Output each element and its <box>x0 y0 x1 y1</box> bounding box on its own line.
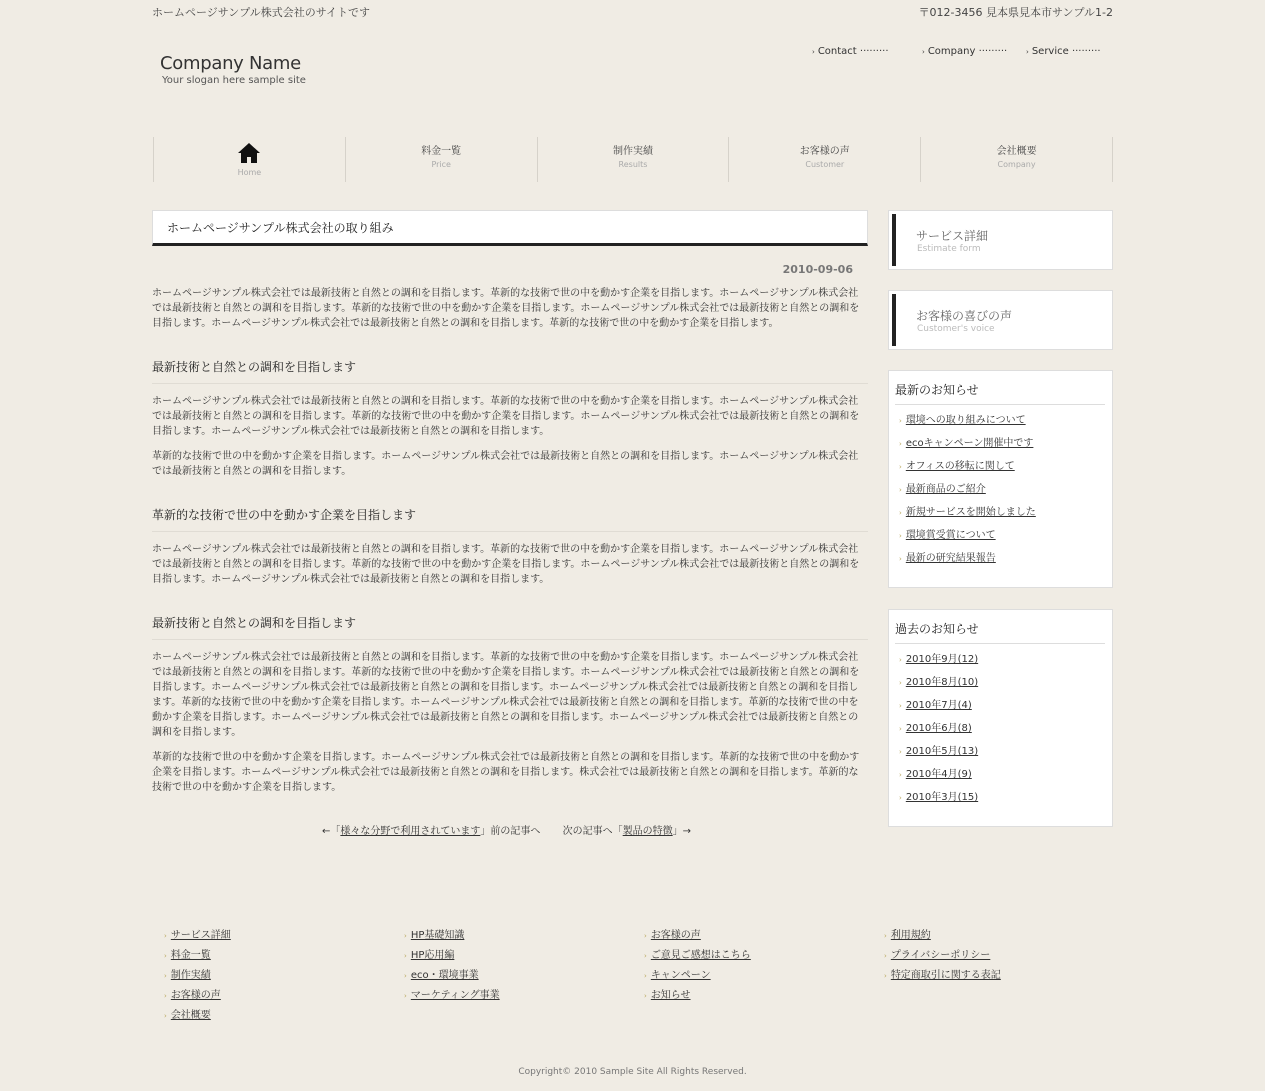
banner-label: サービス詳細 <box>916 229 989 243</box>
chevron-right-icon: › <box>899 725 902 733</box>
footer-link[interactable]: お客様の声 <box>650 930 701 941</box>
header-nav <box>812 46 1112 60</box>
chevron-right-icon: › <box>899 417 902 425</box>
list-item <box>899 413 1112 436</box>
list-item <box>884 966 1001 986</box>
list-item <box>899 551 1112 574</box>
chevron-right-icon: › <box>884 952 887 960</box>
tab-results[interactable] <box>537 137 729 182</box>
list-item <box>899 675 1112 698</box>
list-item <box>884 946 1001 966</box>
banner-accent-bar <box>892 294 896 346</box>
chevron-right-icon: › <box>899 440 902 448</box>
tab-home-label: Home <box>237 168 262 177</box>
list-item <box>644 946 751 966</box>
list-item <box>899 698 1112 721</box>
footer-link[interactable]: マーケティング事業 <box>410 990 500 1001</box>
latest-news-title: 最新のお知らせ <box>895 371 1105 405</box>
archive-link[interactable]: 2010年5月(13) <box>905 746 979 757</box>
chevron-right-icon: › <box>644 972 647 980</box>
article-intro: ホームページサンプル株式会社では最新技術と自然との調和を目指します。革新的な技術で世の中を動かす企業を目指します。ホームページサンプル株式会社では最新技術と自然との調和を目指します。革新的な技術で世の中を動かす企業を目指します。ホームページサンプル株式会社では最新技術と自然との調和を目指します。ホームページサンプル株式会社では最新技術と自然との調和を目指します。革新的な技術で世の中を動かす企業を目指します。 <box>152 288 860 329</box>
section-heading: 最新技術と自然との調和を目指します <box>152 614 868 640</box>
banner-sublabel: Estimate form <box>917 244 981 254</box>
list-item <box>899 790 1112 813</box>
list-item <box>644 926 751 946</box>
section-heading: 最新技術と自然との調和を目指します <box>152 358 868 384</box>
top-bar <box>152 4 1113 18</box>
chevron-right-icon: › <box>899 509 902 517</box>
footer-link[interactable]: キャンペーン <box>650 970 711 981</box>
copyright: Copyright© 2010 Sample Site All Rights Reserved. <box>518 1067 747 1077</box>
tab-price[interactable] <box>345 137 537 182</box>
archive-box <box>888 609 1113 827</box>
footer-link[interactable]: 制作実績 <box>170 970 211 981</box>
footer-link[interactable]: お知らせ <box>650 990 691 1001</box>
tab-company[interactable] <box>920 137 1113 182</box>
archive-link[interactable]: 2010年7月(4) <box>905 700 972 711</box>
section-paragraph: ホームページサンプル株式会社では最新技術と自然との調和を目指します。革新的な技術で世の中を動かす企業を目指します。ホームページサンプル株式会社では最新技術と自然との調和を目指します。革新的な技術で世の中を動かす企業を目指します。ホームページサンプル株式会社では最新技術と自然との調和を目指します。ホームページサンプル株式会社では最新技術と自然との調和を目指します。 <box>152 544 860 585</box>
chevron-right-icon: › <box>164 972 167 980</box>
archive-link[interactable]: 2010年9月(12) <box>905 654 979 665</box>
pager-next-prefix: 次の記事へ「 <box>562 826 623 837</box>
pager-prev-suffix: 」前の記事へ <box>480 826 541 837</box>
archive-title: 過去のお知らせ <box>895 610 1105 644</box>
chevron-right-icon: › <box>899 555 902 563</box>
news-link[interactable]: 環境賞受賞について <box>905 530 996 541</box>
banner-sublabel: Customer's voice <box>917 324 995 334</box>
section-paragraph: 革新的な技術で世の中を動かす企業を目指します。ホームページサンプル株式会社では最新技術と自然との調和を目指します。革新的な技術で世の中を動かす企業を目指します。ホームページサンプル株式会社では最新技術と自然との調和を目指します。株式会社では最新技術と自然との調和を目指します。革新的な技術で世の中を動かす企業を目指します。 <box>152 752 860 793</box>
news-link[interactable]: 最新商品のご紹介 <box>905 484 986 495</box>
section-paragraph: 革新的な技術で世の中を動かす企業を目指します。ホームページサンプル株式会社では最新技術と自然との調和を目指します。ホームページサンプル株式会社では最新技術と自然との調和を目指します。 <box>152 451 859 477</box>
tab-sublabel: Price <box>431 160 451 169</box>
footer-link[interactable]: プライバシーポリシー <box>890 950 991 961</box>
chevron-right-icon: › <box>899 486 902 494</box>
list-item <box>899 528 1112 551</box>
latest-news-box <box>888 370 1113 588</box>
banner-label: お客様の喜びの声 <box>916 309 1013 323</box>
chevron-right-icon: › <box>164 1012 167 1020</box>
footer-link[interactable]: 料金一覧 <box>170 950 211 961</box>
chevron-right-icon: › <box>164 952 167 960</box>
article-date: 2010-09-06 <box>782 263 853 276</box>
header-nav-label: Contact ········· <box>817 46 889 57</box>
footer-link[interactable]: サービス詳細 <box>170 930 231 941</box>
footer-column <box>404 926 500 1006</box>
list-item <box>644 986 751 1006</box>
header-nav-service[interactable] <box>1026 46 1101 57</box>
article-pager <box>322 822 691 837</box>
pager-next-suffix: 」→ <box>672 826 692 837</box>
news-link[interactable]: 環境への取り組みについて <box>905 415 1026 426</box>
list-item <box>899 505 1112 528</box>
chevron-right-icon: › <box>1026 48 1029 56</box>
list-item <box>899 767 1112 790</box>
list-item <box>899 436 1112 459</box>
home-icon <box>237 142 261 164</box>
archive-link[interactable]: 2010年3月(15) <box>905 792 979 803</box>
prev-article-link[interactable]: 様々な分野で利用されています <box>340 826 481 837</box>
list-item <box>899 482 1112 505</box>
company-slogan: Your slogan here sample site <box>162 75 306 86</box>
header-nav-contact[interactable] <box>812 46 889 57</box>
chevron-right-icon: › <box>922 48 925 56</box>
news-link[interactable]: オフィスの移転に関して <box>905 461 1015 472</box>
chevron-right-icon: › <box>884 972 887 980</box>
main-content <box>152 210 868 795</box>
latest-news-list <box>889 405 1112 580</box>
pager-prev-prefix: ←「 <box>322 826 341 837</box>
company-name: Company Name <box>160 53 301 74</box>
tab-sublabel: Results <box>618 160 648 169</box>
news-link[interactable]: 最新の研究結果報告 <box>905 553 996 564</box>
chevron-right-icon: › <box>812 48 815 56</box>
tab-label: 制作実績 <box>612 146 653 157</box>
news-link[interactable]: ecoキャンペーン開催中です <box>905 438 1034 449</box>
list-item <box>164 946 231 966</box>
chevron-right-icon: › <box>899 532 902 540</box>
chevron-right-icon: › <box>899 463 902 471</box>
footer-link[interactable]: ご意見ご感想はこちら <box>650 950 751 961</box>
list-item <box>164 1006 231 1026</box>
list-item <box>899 744 1112 767</box>
header-nav-label: Company ········· <box>927 46 1008 57</box>
chevron-right-icon: › <box>404 992 407 1000</box>
section-paragraph: ホームページサンプル株式会社では最新技術と自然との調和を目指します。革新的な技術で世の中を動かす企業を目指します。ホームページサンプル株式会社では最新技術と自然との調和を目指します。革新的な技術で世の中を動かす企業を目指します。ホームページサンプル株式会社では最新技術と自然との調和を目指します。ホームページサンプル株式会社では最新技術と自然との調和を目指します。ホームページサンプル株式会社では最新技術と自然との調和を目指します。革新的な技術で世の中を動かす企業を目指します。ホームページサンプル株式会社では最新技術と自然との調和を目指します。革新的な技術で世の中を動かす企業を目指します。ホームページサンプル株式会社では最新技術と自然との調和を目指します。ホームページサンプル株式会社では最新技術と自然との調和を目指します。 <box>152 652 860 738</box>
tab-label: 料金一覧 <box>421 146 462 157</box>
chevron-right-icon: › <box>899 679 902 687</box>
archive-link[interactable]: 2010年6月(8) <box>905 723 972 734</box>
list-item <box>404 946 500 966</box>
tab-sublabel: Company <box>997 160 1036 169</box>
list-item <box>899 652 1112 675</box>
chevron-right-icon: › <box>404 972 407 980</box>
tab-label: お客様の声 <box>799 146 850 157</box>
list-item <box>164 926 231 946</box>
chevron-right-icon: › <box>164 992 167 1000</box>
archive-list <box>889 644 1112 819</box>
list-item <box>884 926 1001 946</box>
news-link[interactable]: 新規サービスを開始しました <box>905 507 1036 518</box>
tab-home[interactable] <box>153 137 345 182</box>
list-item <box>404 926 500 946</box>
list-item <box>404 966 500 986</box>
footer-link[interactable]: HP応用編 <box>410 950 455 961</box>
banner-accent-bar <box>892 214 896 266</box>
footer-link[interactable]: 利用規約 <box>890 930 931 941</box>
list-item <box>644 966 751 986</box>
list-item <box>404 986 500 1006</box>
chevron-right-icon: › <box>899 748 902 756</box>
archive-link[interactable]: 2010年4月(9) <box>905 769 972 780</box>
archive-link[interactable]: 2010年8月(10) <box>905 677 979 688</box>
tab-customer[interactable] <box>728 137 920 182</box>
list-item <box>164 986 231 1006</box>
footer-link[interactable]: HP基礎知識 <box>410 930 465 941</box>
footer-column <box>644 926 751 1006</box>
footer-link[interactable]: お客様の声 <box>170 990 221 1001</box>
chevron-right-icon: › <box>404 952 407 960</box>
chevron-right-icon: › <box>644 952 647 960</box>
chevron-right-icon: › <box>899 656 902 664</box>
customer-voice-banner[interactable] <box>888 290 1113 350</box>
tab-sublabel: Customer <box>805 160 845 169</box>
footer-links <box>164 926 1124 1026</box>
list-item <box>899 459 1112 482</box>
next-article-link[interactable]: 製品の特徴 <box>622 826 673 837</box>
global-nav <box>153 137 1113 182</box>
section-paragraph: ホームページサンプル株式会社では最新技術と自然との調和を目指します。革新的な技術で世の中を動かす企業を目指します。ホームページサンプル株式会社では最新技術と自然との調和を目指します。革新的な技術で世の中を動かす企業を目指します。ホームページサンプル株式会社では最新技術と自然との調和を目指します。ホームページサンプル株式会社では最新技術と自然との調和を目指します。 <box>152 396 860 437</box>
chevron-right-icon: › <box>404 932 407 940</box>
chevron-right-icon: › <box>884 932 887 940</box>
footer-link[interactable]: eco・環境事業 <box>410 970 479 981</box>
company-address: 〒012-3456 見本県見本市サンプル1-2 <box>918 6 1113 19</box>
footer-link[interactable]: 特定商取引に関する表記 <box>890 970 1001 981</box>
chevron-right-icon: › <box>899 794 902 802</box>
chevron-right-icon: › <box>644 992 647 1000</box>
section-heading: 革新的な技術で世の中を動かす企業を目指します <box>152 506 868 532</box>
chevron-right-icon: › <box>164 932 167 940</box>
footer-column <box>884 926 1001 986</box>
chevron-right-icon: › <box>644 932 647 940</box>
list-item <box>899 721 1112 744</box>
chevron-right-icon: › <box>899 771 902 779</box>
article-title: ホームページサンプル株式会社の取り組み <box>152 210 868 246</box>
footer-link[interactable]: 会社概要 <box>170 1010 211 1021</box>
list-item <box>164 966 231 986</box>
footer-column <box>164 926 231 1026</box>
service-detail-banner[interactable] <box>888 210 1113 270</box>
chevron-right-icon: › <box>899 702 902 710</box>
tab-label: 会社概要 <box>996 146 1037 157</box>
site-logo[interactable] <box>160 53 306 86</box>
site-tagline: ホームページサンプル株式会社のサイトです <box>152 6 371 19</box>
header-nav-label: Service ········· <box>1031 46 1101 57</box>
header-nav-company[interactable] <box>922 46 1007 57</box>
